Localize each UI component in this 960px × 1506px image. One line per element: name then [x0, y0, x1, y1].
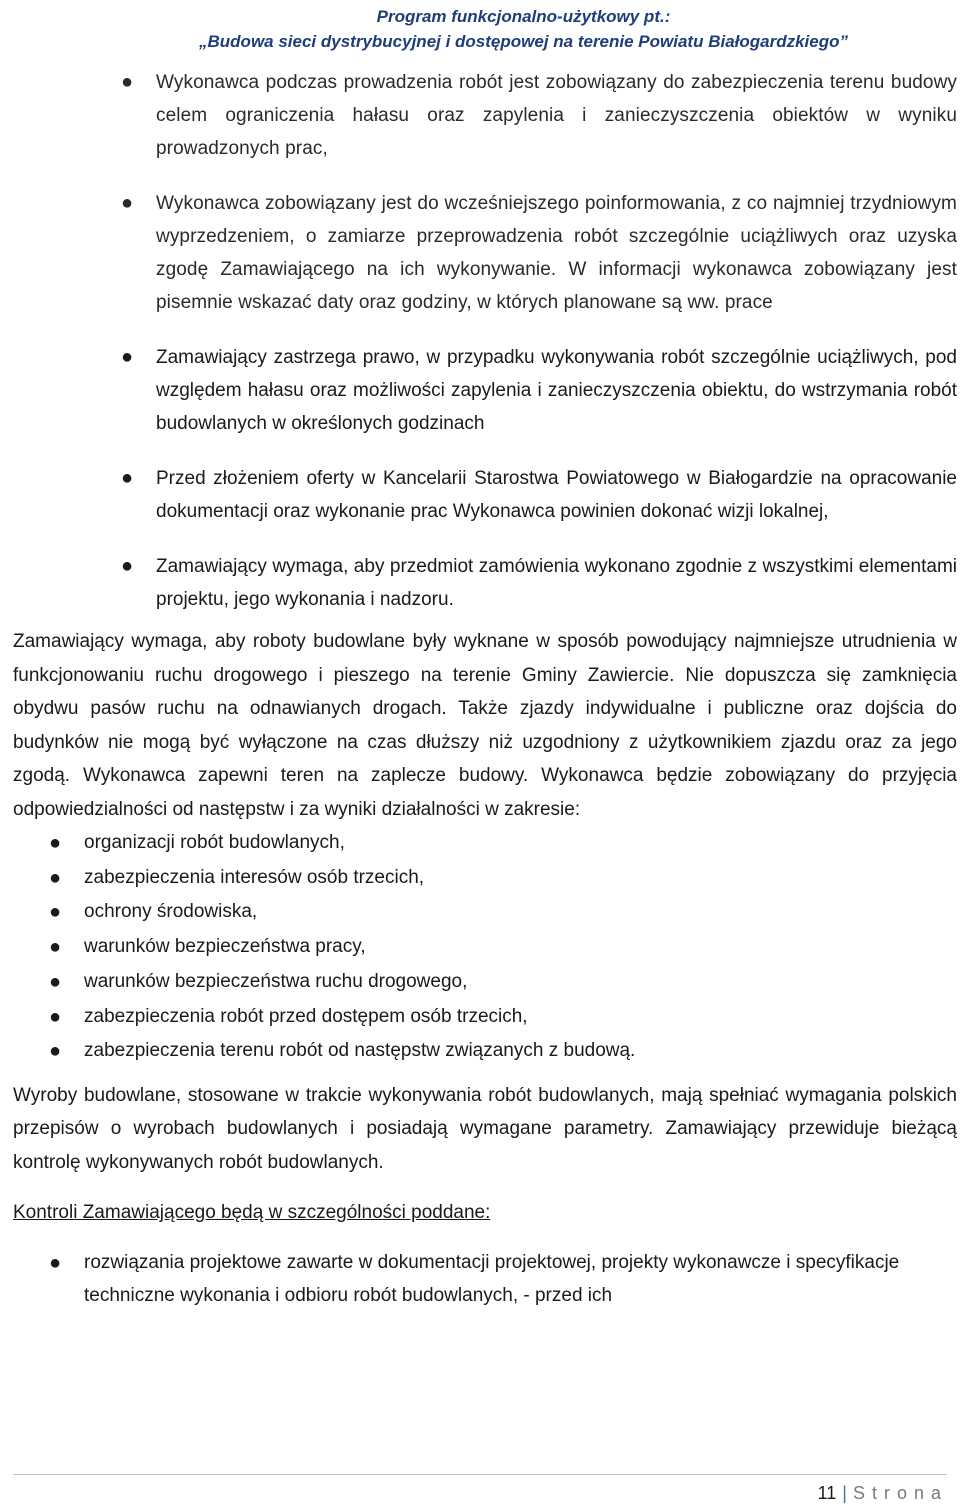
list-item-text: zabezpieczenia interesów osób trzecich,	[84, 866, 425, 888]
bullet-icon: ●	[121, 192, 134, 214]
bullet-icon: ●	[49, 970, 62, 993]
list-item	[13, 861, 957, 896]
list-item	[13, 550, 957, 616]
list-item	[13, 826, 957, 861]
section-heading: Kontroli Zamawiającego będą w szczególności poddane:	[13, 1202, 491, 1224]
bullet-icon: ●	[49, 832, 62, 854]
bullet-icon: ●	[121, 555, 134, 577]
list-item-text: rozwiązania projektowe zawarte w dokumentacji projektowej, projekty wykonawcze i specyfikacje techniczne wykonania i odbioru robót budowlanych, - przed ich	[84, 1252, 900, 1307]
list-item-text: Wykonawca zobowiązany jest do wcześniejszego poinformowania, z co najmniej trzydniowym wyprzedzeniem, o zamiarze przeprowadzenia robót szczególnie uciążliwych oraz uzyska zgodę Zamawiającego na ich wykonywanie. W informacji wykonawca zobowiązany jest pisemnie wskazać daty oraz godziny, w których planowane są ww. prace	[156, 193, 957, 313]
list-item	[13, 965, 957, 1000]
list-item-text: warunków bezpieczeństwa ruchu drogowego,	[84, 970, 468, 992]
footer-separator: |	[842, 1483, 847, 1503]
footer-divider	[13, 1474, 947, 1475]
page-word: Strona	[852, 1483, 948, 1503]
bullet-icon: ●	[121, 346, 134, 368]
list-item	[13, 462, 957, 528]
list-item-text: Zamawiający zastrzega prawo, w przypadku wykonywania robót szczególnie uciążliwych, pod względem hałasu oraz możliwości zapylenia i zanieczyszczenia obiektu, do wstrzymania robót budowlanych w określonych godzinach	[156, 347, 957, 434]
list-item-text: Zamawiający wymaga, aby przedmiot zamówienia wykonano zgodnie z wszystkimi elementami projektu, jego wykonania i nadzoru.	[156, 556, 957, 610]
list-item-text: organizacji robót budowlanych,	[84, 832, 345, 853]
page-footer	[818, 1481, 948, 1505]
bullet-icon: ●	[49, 936, 62, 959]
list-item	[13, 895, 957, 930]
list-item-text: Wykonawca podczas prowadzenia robót jest zobowiązany do zabezpieczenia terenu budowy celem ograniczenia hałasu oraz zapylenia i zanieczyszczenia obiektów w wyniku prowadzonych prac,	[156, 72, 957, 159]
list-item-text: Przed złożeniem oferty w Kancelarii Starostwa Powiatowego w Białogardzie na opracowanie dokumentacji oraz wykonanie prac Wykonawca powinien dokonać wizji lokalnej,	[156, 468, 957, 522]
list-item-text: zabezpieczenia terenu robót od następstw związanych z budową.	[84, 1040, 636, 1062]
bullet-icon: ●	[49, 901, 62, 924]
document-body	[13, 66, 957, 1312]
paragraph-products: Wyroby budowlane, stosowane w trakcie wykonywania robót budowlanych, mają spełniać wymagania polskich przepisów o wyrobach budowlanych i posiadają wymagane parametry. Zamawiający przewiduje bieżącą kontrolę wykonywanych robót budowlanych.	[13, 1084, 957, 1173]
page-number: 11	[817, 1483, 837, 1503]
list-item-text: warunków bezpieczeństwa pracy,	[84, 936, 366, 958]
list-item	[13, 1034, 957, 1069]
responsibility-list	[13, 826, 957, 1069]
paragraph-traffic: Zamawiający wymaga, aby roboty budowlane były wyknane w sposób powodujący najmniejsze utrudnienia w funkcjonowaniu ruchu drogowego i pieszego na terenie Gminy Zawiercie. Nie dopuszcza się zamknięcia obydwu pasów ruchu na odnawianych drogach. Także zjazdy indywidualne i publiczne oraz dojścia do budynków nie mogą być wyłączone na czas dłuższy niż uzgodniony z użytkownikiem zjazdu oraz za jego zgodą. Wykonawca zapewni teren na zaplecze budowy. Wykonawca będzie zobowiązany do przyjęcia odpowiedzialności od następstw i za wyniki działalności w zakresie:	[13, 631, 957, 820]
list-item	[13, 341, 957, 440]
list-item	[13, 1246, 957, 1312]
controls-list	[13, 1246, 957, 1312]
list-item-text: ochrony środowiska,	[84, 901, 258, 923]
top-bullet-list	[13, 66, 957, 616]
list-item	[13, 1000, 957, 1035]
header-line-1: Program funkcjonalno-użytkowy pt.:	[376, 7, 671, 26]
bullet-icon: ●	[49, 1252, 62, 1275]
list-item	[13, 187, 957, 319]
page-header	[199, 4, 848, 54]
bullet-icon: ●	[49, 866, 62, 889]
bullet-icon: ●	[49, 1005, 62, 1028]
list-item	[13, 66, 957, 165]
list-item	[13, 930, 957, 965]
header-line-2: „Budowa sieci dystrybucyjnej i dostępowej na terenie Powiatu Białogardzkiego”	[199, 32, 848, 51]
list-item-text: zabezpieczenia robót przed dostępem osób trzecich,	[84, 1005, 528, 1027]
bullet-icon: ●	[121, 71, 134, 93]
bullet-icon: ●	[121, 467, 134, 489]
bullet-icon: ●	[49, 1040, 62, 1063]
